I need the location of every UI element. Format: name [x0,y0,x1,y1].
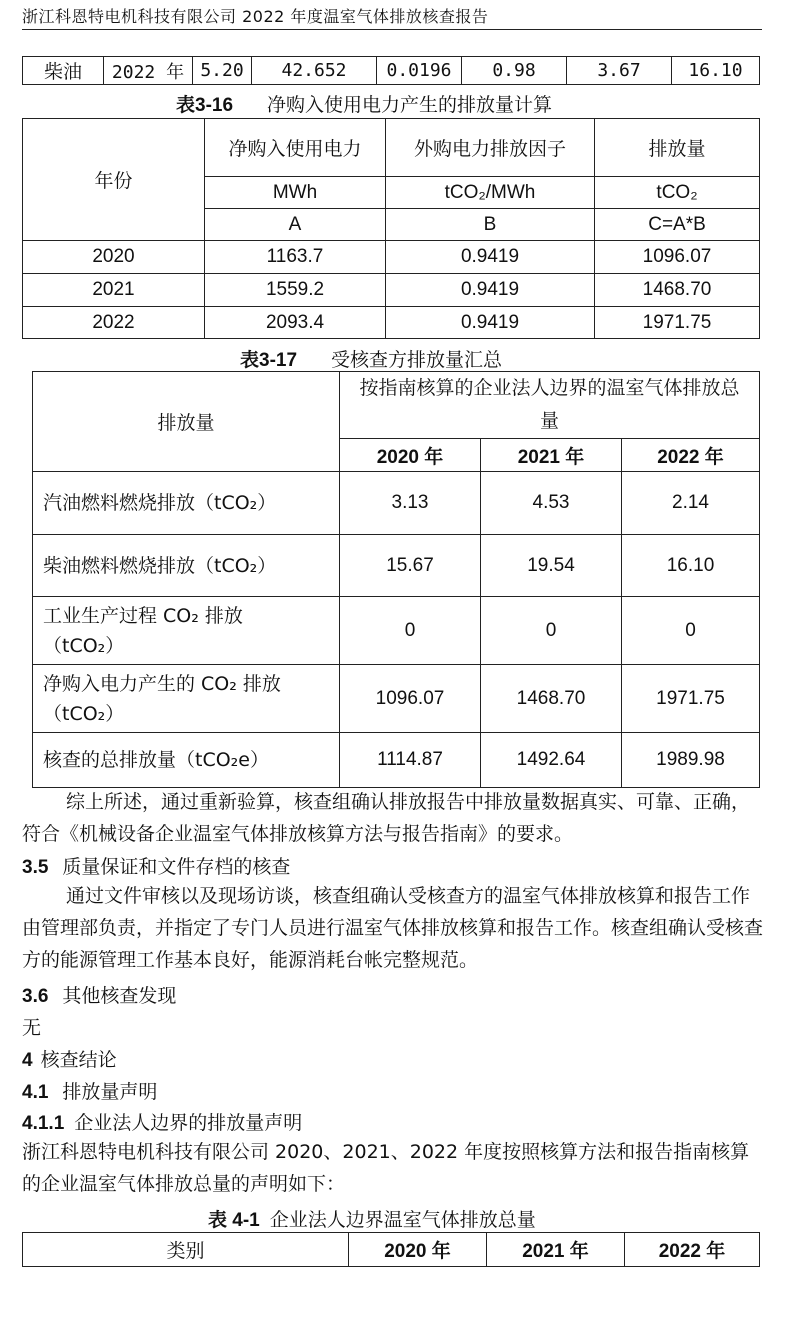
table-cell: 2022 年 [104,57,193,85]
table-row [23,241,760,274]
header-year: 年份 [23,119,205,241]
table-cell: 4.53 [481,472,622,535]
header-emission: 排放量 [33,372,340,472]
section-4-1-heading [22,1077,157,1104]
table-cell: 2021 [23,274,205,307]
table-cell: 42.652 [252,57,377,85]
header-col1: 净购入使用电力 [205,119,386,177]
header-year-2020: 2020 年 [340,439,481,472]
unit-cell: tCO₂ [595,177,760,209]
page-header: 浙江科恩特电机科技有限公司 2022 年度温室气体排放核查报告 [22,7,489,26]
table-4-1 [22,1232,760,1267]
caption-title: 受核查方排放量汇总 [331,349,503,371]
table-cell: 19.54 [481,535,622,597]
table-row [33,472,760,535]
table-cell: 0.9419 [386,241,595,274]
section-number: 3.5 [22,857,49,878]
section-number: 4.1.1 [22,1113,65,1134]
table-cell: 1163.7 [205,241,386,274]
table-cell: 3.13 [340,472,481,535]
table-cell: 2022 [23,307,205,339]
table-cell: 0.98 [462,57,567,85]
table-cell: 0.0196 [377,57,462,85]
table-cell: 1468.70 [595,274,760,307]
row-label: 工业生产过程 CO₂ 排放（tCO₂） [33,597,340,665]
table-cell: 16.10 [622,535,760,597]
table-cell: 0 [481,597,622,665]
table-cell: 0 [340,597,481,665]
table-row [33,535,760,597]
header-col3: 排放量 [595,119,760,177]
table-cell: 1559.2 [205,274,386,307]
symbol-cell: C=A*B [595,209,760,241]
section-title: 质量保证和文件存档的核查 [62,856,291,878]
row-label: 汽油燃料燃烧排放（tCO₂） [33,472,340,535]
table-cell: 2.14 [622,472,760,535]
header-category: 类别 [23,1233,349,1267]
table-cell: 15.67 [340,535,481,597]
table-3-17 [32,371,760,788]
table-cell: 0 [622,597,760,665]
caption-number: 表3-16 [176,95,234,116]
paragraph-summary: 综上所述，通过重新验算，核查组确认排放报告中排放量数据真实、可靠、正确，符合《机械设备企业温室气体排放核算方法与报告指南》的要求。 [22,791,751,845]
row-label: 核查的总排放量（tCO₂e） [33,733,340,788]
table-cell: 5.20 [193,57,252,85]
section-title: 核查结论 [40,1049,117,1071]
paragraph-declaration: 浙江科恩特电机科技有限公司 2020、2021、2022 年度按照核算方法和报告指南核算的企业温室气体排放总量的声明如下： [22,1141,750,1195]
table-cell: 1114.87 [340,733,481,788]
table-top-row [22,56,760,85]
caption-title: 企业法人边界温室气体排放总量 [269,1209,536,1231]
row-label: 柴油燃料燃烧排放（tCO₂） [33,535,340,597]
table-cell: 1096.07 [340,665,481,733]
header-year-2022: 2022 年 [622,439,760,472]
header-year-2022: 2022 年 [625,1233,760,1267]
section-number: 4.1 [22,1082,49,1103]
caption-title: 净购入使用电力产生的排放量计算 [267,94,553,116]
table-cell: 1971.75 [622,665,760,733]
section-3-6-heading [22,981,176,1008]
table-cell: 1096.07 [595,241,760,274]
table-row [23,274,760,307]
table-row [33,733,760,788]
section-number: 4 [22,1050,33,1071]
caption-number: 表3-17 [240,350,298,371]
section-number: 3.6 [22,986,49,1007]
paragraph-none: 无 [22,1017,42,1039]
table-cell: 2093.4 [205,307,386,339]
header-group: 按指南核算的企业法人边界的温室气体排放总量 [340,372,760,439]
table-cell: 0.9419 [386,274,595,307]
header-year-2021: 2021 年 [487,1233,625,1267]
section-title: 其他核查发现 [62,985,177,1007]
row-label: 净购入电力产生的 CO₂ 排放（tCO₂） [33,665,340,733]
table-3-16 [22,118,760,339]
symbol-cell: B [386,209,595,241]
table-row [33,597,760,665]
unit-cell: MWh [205,177,386,209]
paragraph-quality: 通过文件审核以及现场访谈，核查组确认受核查方的温室气体排放核算和报告工作由管理部负责，并指定了专门人员进行温室气体排放核算和报告工作。核查组确认受核查方的能源管理工作基本良好，能源消耗台帐完整规范。 [22,885,764,971]
table-cell: 2020 [23,241,205,274]
symbol-cell: A [205,209,386,241]
section-title: 排放量声明 [62,1081,158,1103]
table-row [33,665,760,733]
table-cell: 柴油 [23,57,104,85]
section-3-5-heading [22,852,290,879]
table-4-1-caption [208,1205,536,1232]
header-year-2020: 2020 年 [349,1233,487,1267]
section-4-1-1-heading [22,1108,302,1135]
table-cell: 16.10 [672,57,760,85]
table-cell: 1971.75 [595,307,760,339]
header-rule [22,29,762,30]
header-year-2021: 2021 年 [481,439,622,472]
caption-number: 表 4-1 [208,1210,260,1231]
table-cell: 1989.98 [622,733,760,788]
unit-cell: tCO₂/MWh [386,177,595,209]
table-cell: 1492.64 [481,733,622,788]
table-cell: 0.9419 [386,307,595,339]
table-row [23,307,760,339]
section-4-heading [22,1045,117,1072]
table-3-16-caption [176,90,552,117]
section-title: 企业法人边界的排放量声明 [74,1112,303,1134]
table-3-17-caption [240,345,502,372]
header-col2: 外购电力排放因子 [386,119,595,177]
table-cell: 3.67 [567,57,672,85]
table-cell: 1468.70 [481,665,622,733]
